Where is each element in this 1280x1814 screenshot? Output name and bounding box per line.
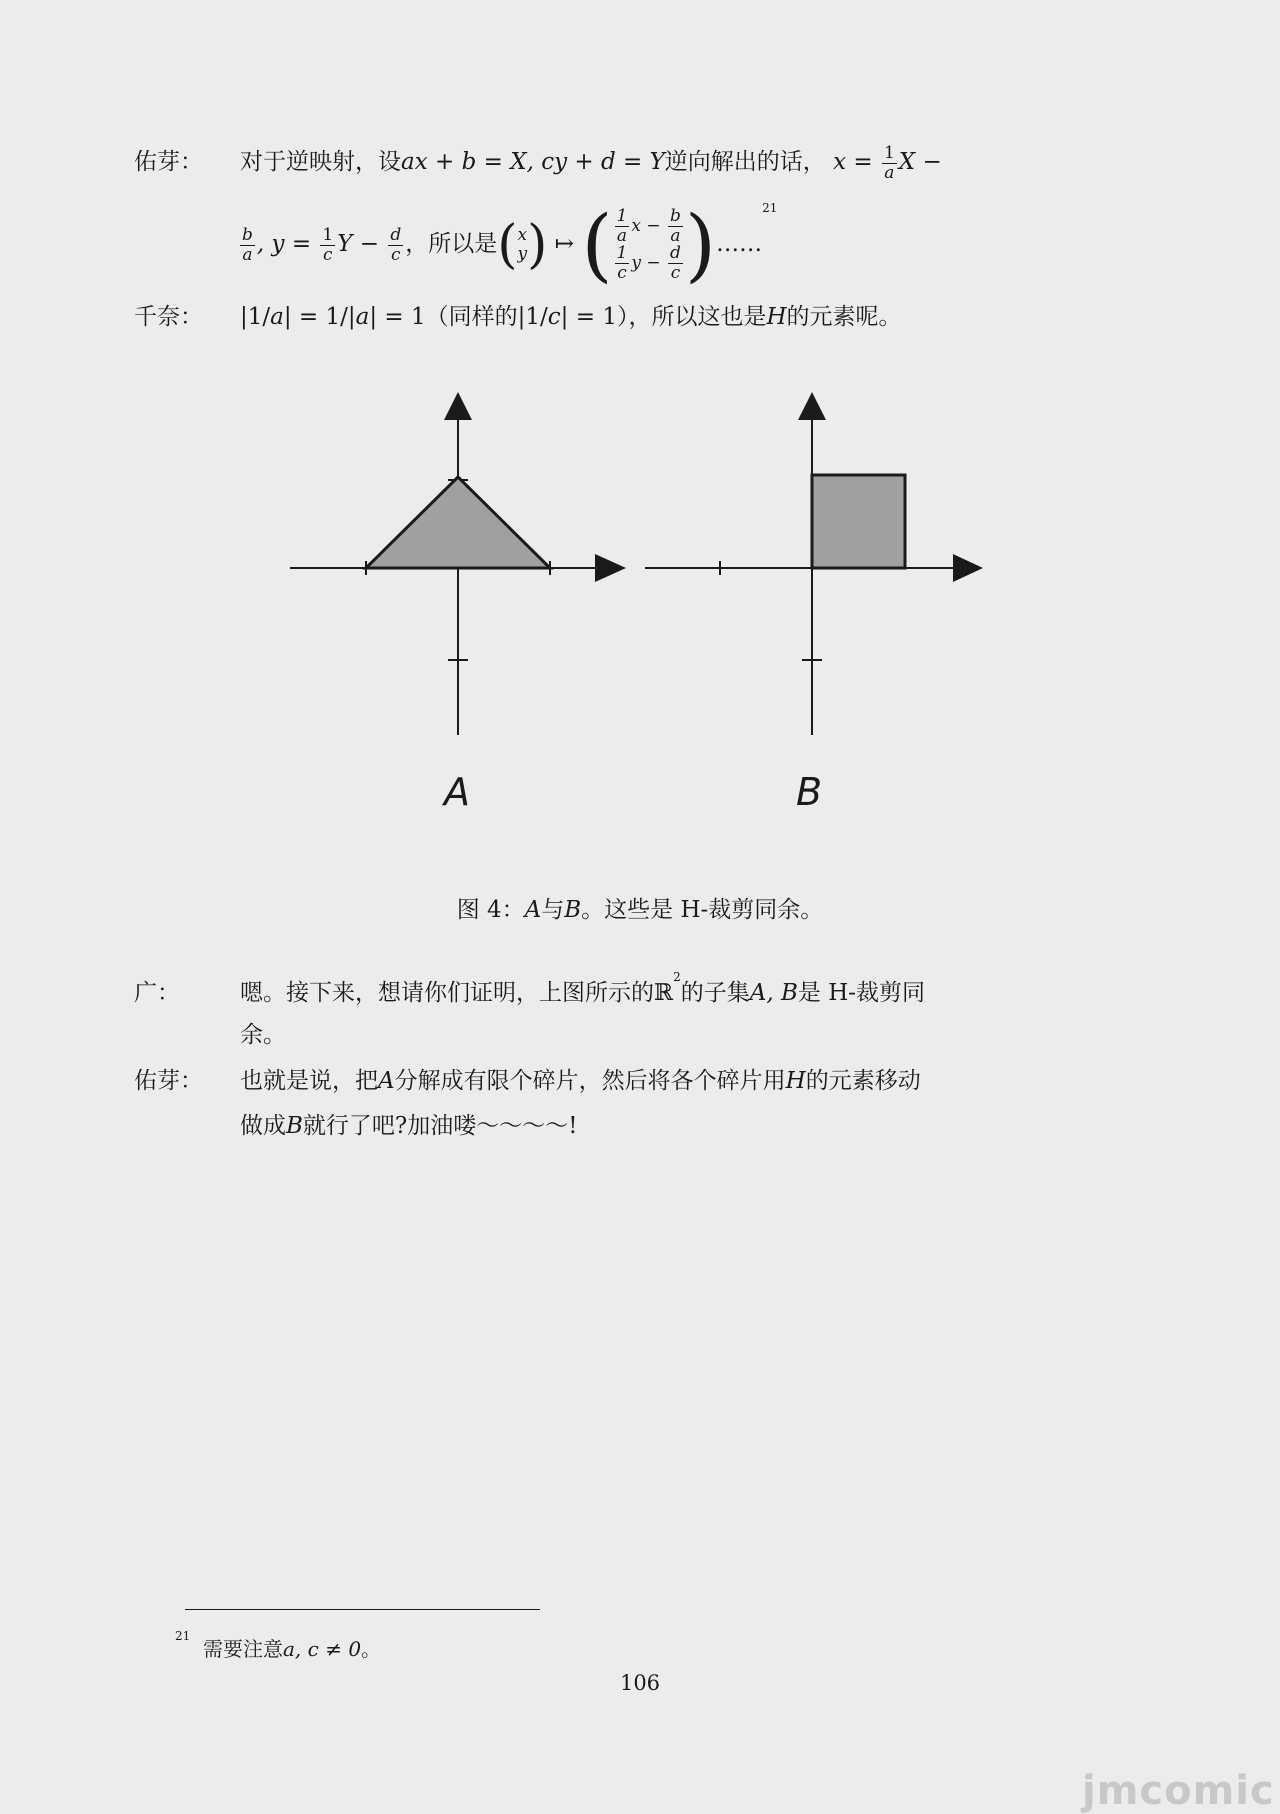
figure-label-b: B	[796, 770, 823, 814]
speaker-label: 佑芽：	[134, 149, 203, 175]
speaker-label: 千奈：	[134, 304, 203, 330]
speaker-label: 佑芽：	[134, 1068, 203, 1094]
dialogue-text: |1/a| = 1/|a| = 1（同样的|1/c| = 1），所以这也是H的元素呢。	[240, 304, 902, 330]
figure-caption: 图 4：A与B。这些是 H-裁剪同余。	[456, 897, 824, 923]
square-shape	[812, 475, 905, 568]
figure-b	[645, 392, 983, 735]
dialogue-text: 对于逆映射，设ax + b = X, cy + d = Y逆向解出的话， x = $\frac{1}{a}$ X −	[240, 142, 942, 183]
triangle-shape	[366, 477, 550, 568]
page-number: 106	[619, 1671, 661, 1695]
figure-label-a: A	[444, 770, 470, 814]
dialogue-text: 也就是说，把A分解成有限个碎片，然后将各个碎片用H的元素移动	[240, 1068, 921, 1094]
watermark-logo: jmcomic	[1082, 1768, 1275, 1814]
footnote-rule	[185, 1609, 540, 1610]
figure-4	[0, 380, 1280, 820]
footnote: $^{21}$ 需要注意a, c ≠ 0。	[175, 1629, 382, 1661]
dialogue-text: 做成B就行了吧?加油喽～～～～!	[240, 1113, 578, 1139]
dialogue-text: $\frac{b}{a}$ , y = $\frac{1}{c}$ Y − $\frac{d}{c}$ ，所以是( x y ) ↦ ( $\frac{1}{a}$ x − $\frac{b}{a}$ $\frac{1}{c}$ y − $\frac{d}{c}$ )……$^{21}$	[242, 198, 778, 291]
dialogue-text: 嗯。接下来，想请你们证明，上图所示的ℝ$^2$的子集A, B是 H-裁剪同	[240, 970, 926, 1006]
speaker-label: 广：	[134, 980, 180, 1006]
dialogue-text: 余。	[240, 1022, 286, 1048]
figure-a	[290, 392, 626, 735]
